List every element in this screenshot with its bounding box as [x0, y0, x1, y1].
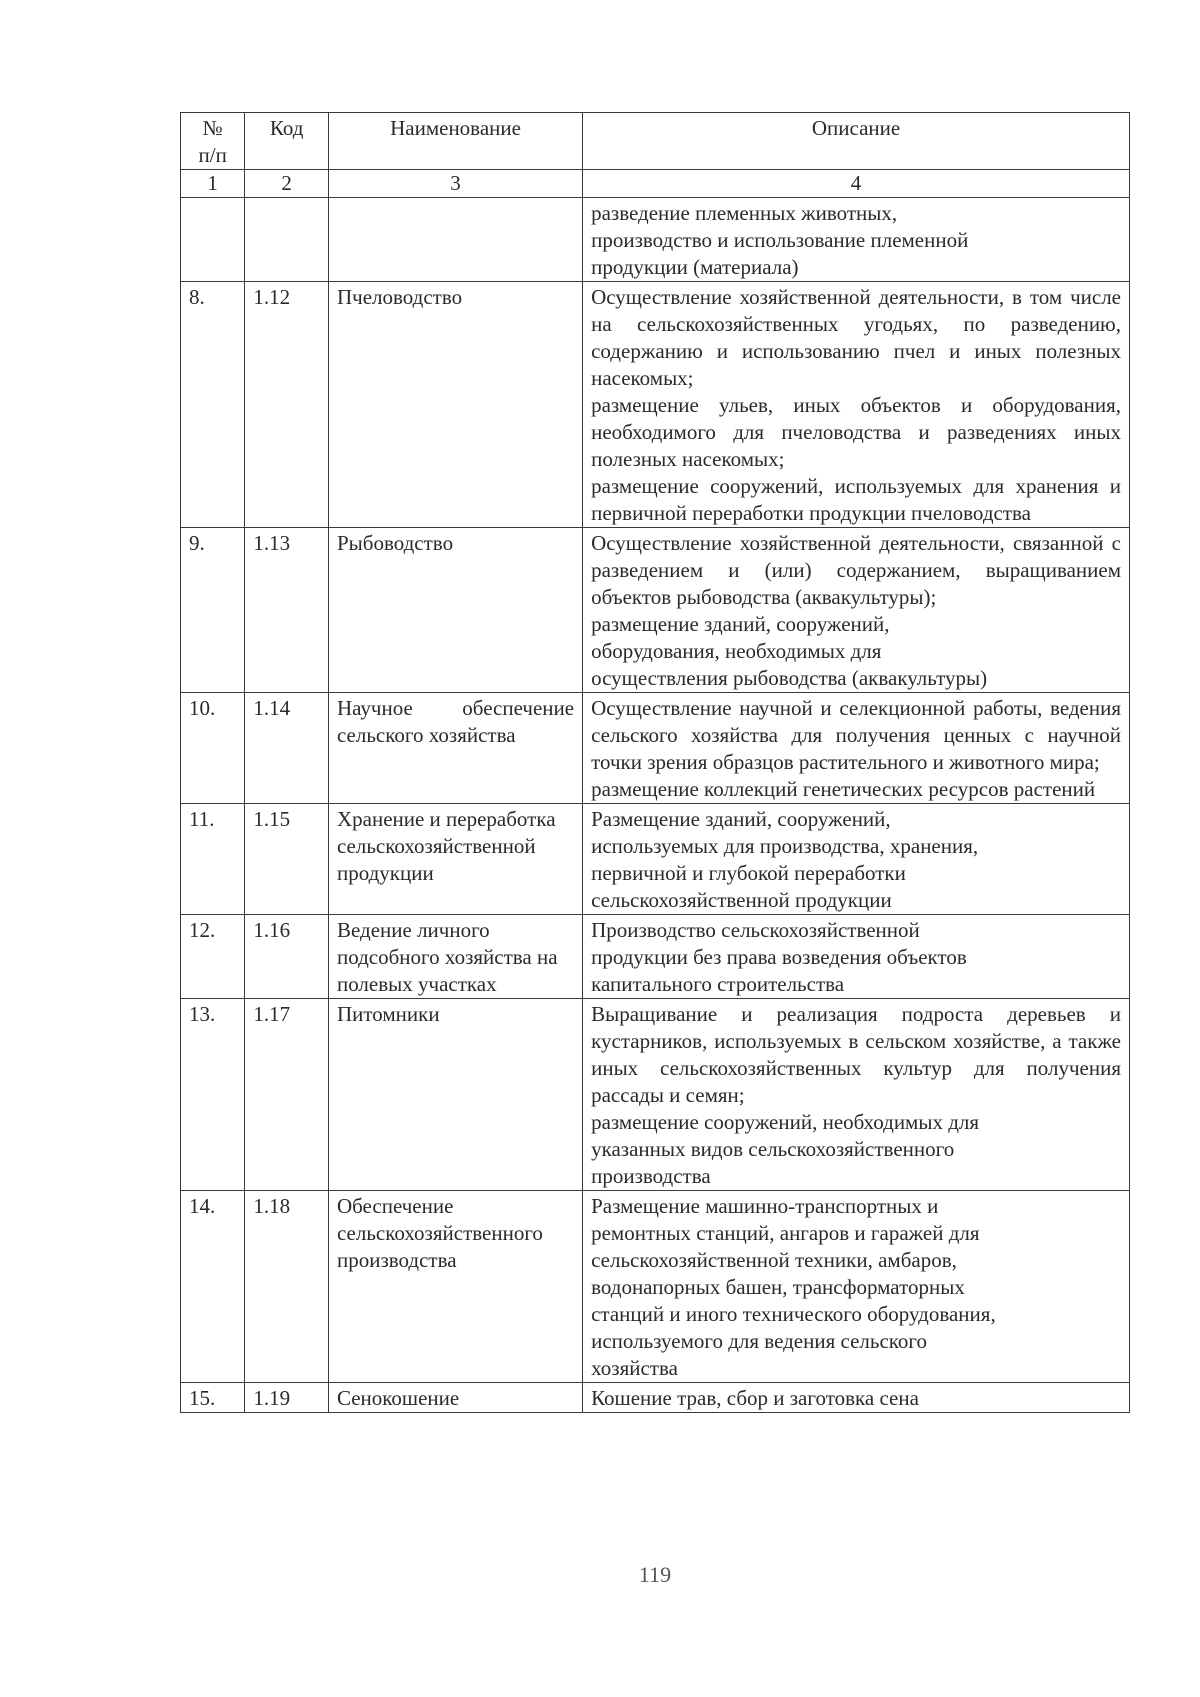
- table-row: [181, 198, 1130, 282]
- row-code: 1.19: [245, 1383, 329, 1413]
- row-description: Производство сельскохозяйственной продукции без права возведения объектов капитального строительства: [583, 915, 1130, 999]
- row-description: разведение племенных животных, производство и использование племенной продукции (материала): [583, 198, 1130, 282]
- column-index: 4: [583, 170, 1130, 198]
- row-name: Ведение личного подсобного хозяйства на полевых участках: [328, 915, 582, 999]
- row-number: 8.: [181, 282, 245, 528]
- row-description: Осуществление хозяйственной деятельности, в том числе на сельскохозяйственных угодьях, по разведению, содержанию и использованию пчел и иных полезных насекомых; размещение ульев, иных объектов и оборудования, необходимого для пчеловодства и разведениях иных полезных насекомых; размещение сооружений, используемых для хранения и первичной переработки продукции пчеловодства: [583, 282, 1130, 528]
- row-number: 13.: [181, 999, 245, 1191]
- row-name: Научное обеспечение сельского хозяйства: [328, 693, 582, 804]
- land-use-table: [180, 112, 1130, 1413]
- row-name: Сенокошение: [328, 1383, 582, 1413]
- row-number: 9.: [181, 528, 245, 693]
- row-name: Хранение и переработка сельскохозяйственной продукции: [328, 804, 582, 915]
- header-description: Описание: [583, 113, 1130, 170]
- column-index: 2: [245, 170, 329, 198]
- row-name: Обеспечение сельскохозяйственного производства: [328, 1191, 582, 1383]
- row-description: Размещение машинно-транспортных и ремонтных станций, ангаров и гаражей для сельскохозяйственной техники, амбаров, водонапорных башен, трансформаторных станций и иного технического оборудования, используемого для ведения сельского хозяйства: [583, 1191, 1130, 1383]
- row-code: 1.13: [245, 528, 329, 693]
- table-row: [181, 804, 1130, 915]
- row-name: [328, 198, 582, 282]
- table-row: [181, 999, 1130, 1191]
- table-row: [181, 282, 1130, 528]
- header-code: Код: [245, 113, 329, 170]
- row-description: Осуществление научной и селекционной работы, ведения сельского хозяйства для получения ценных с научной точки зрения образцов растительного и животного мира; размещение коллекций генетических ресурсов растений: [583, 693, 1130, 804]
- header-number: № п/п: [181, 113, 245, 170]
- row-number: 15.: [181, 1383, 245, 1413]
- row-name: Питомники: [328, 999, 582, 1191]
- table-row: [181, 693, 1130, 804]
- row-number: 12.: [181, 915, 245, 999]
- row-code: 1.14: [245, 693, 329, 804]
- row-number: 11.: [181, 804, 245, 915]
- page-number: 119: [638, 1562, 672, 1587]
- table-row: [181, 915, 1130, 999]
- row-code: 1.18: [245, 1191, 329, 1383]
- table-row: [181, 528, 1130, 693]
- column-index: 3: [328, 170, 582, 198]
- row-name: Рыбоводство: [328, 528, 582, 693]
- column-index-row: [181, 170, 1130, 198]
- row-description: Осуществление хозяйственной деятельности, связанной с разведением и (или) содержанием, выращиванием объектов рыбоводства (аквакультуры); размещение зданий, сооружений, оборудования, необходимых для осуществления рыбоводства (аквакультуры): [583, 528, 1130, 693]
- row-description: Размещение зданий, сооружений, используемых для производства, хранения, первичной и глубокой переработки сельскохозяйственной продукции: [583, 804, 1130, 915]
- row-number: [181, 198, 245, 282]
- row-description: Выращивание и реализация подроста деревьев и кустарников, используемых в сельском хозяйстве, а также иных сельскохозяйственных культур для получения рассады и семян; размещение сооружений, необходимых для указанных видов сельскохозяйственного производства: [583, 999, 1130, 1191]
- table-header-row: [181, 113, 1130, 170]
- header-name: Наименование: [328, 113, 582, 170]
- row-name: Пчеловодство: [328, 282, 582, 528]
- table-row: [181, 1191, 1130, 1383]
- row-description: Кошение трав, сбор и заготовка сена: [583, 1383, 1130, 1413]
- row-code: 1.17: [245, 999, 329, 1191]
- row-code: 1.12: [245, 282, 329, 528]
- table-row: [181, 1383, 1130, 1413]
- row-number: 14.: [181, 1191, 245, 1383]
- row-code: [245, 198, 329, 282]
- column-index: 1: [181, 170, 245, 198]
- row-number: 10.: [181, 693, 245, 804]
- row-code: 1.16: [245, 915, 329, 999]
- row-code: 1.15: [245, 804, 329, 915]
